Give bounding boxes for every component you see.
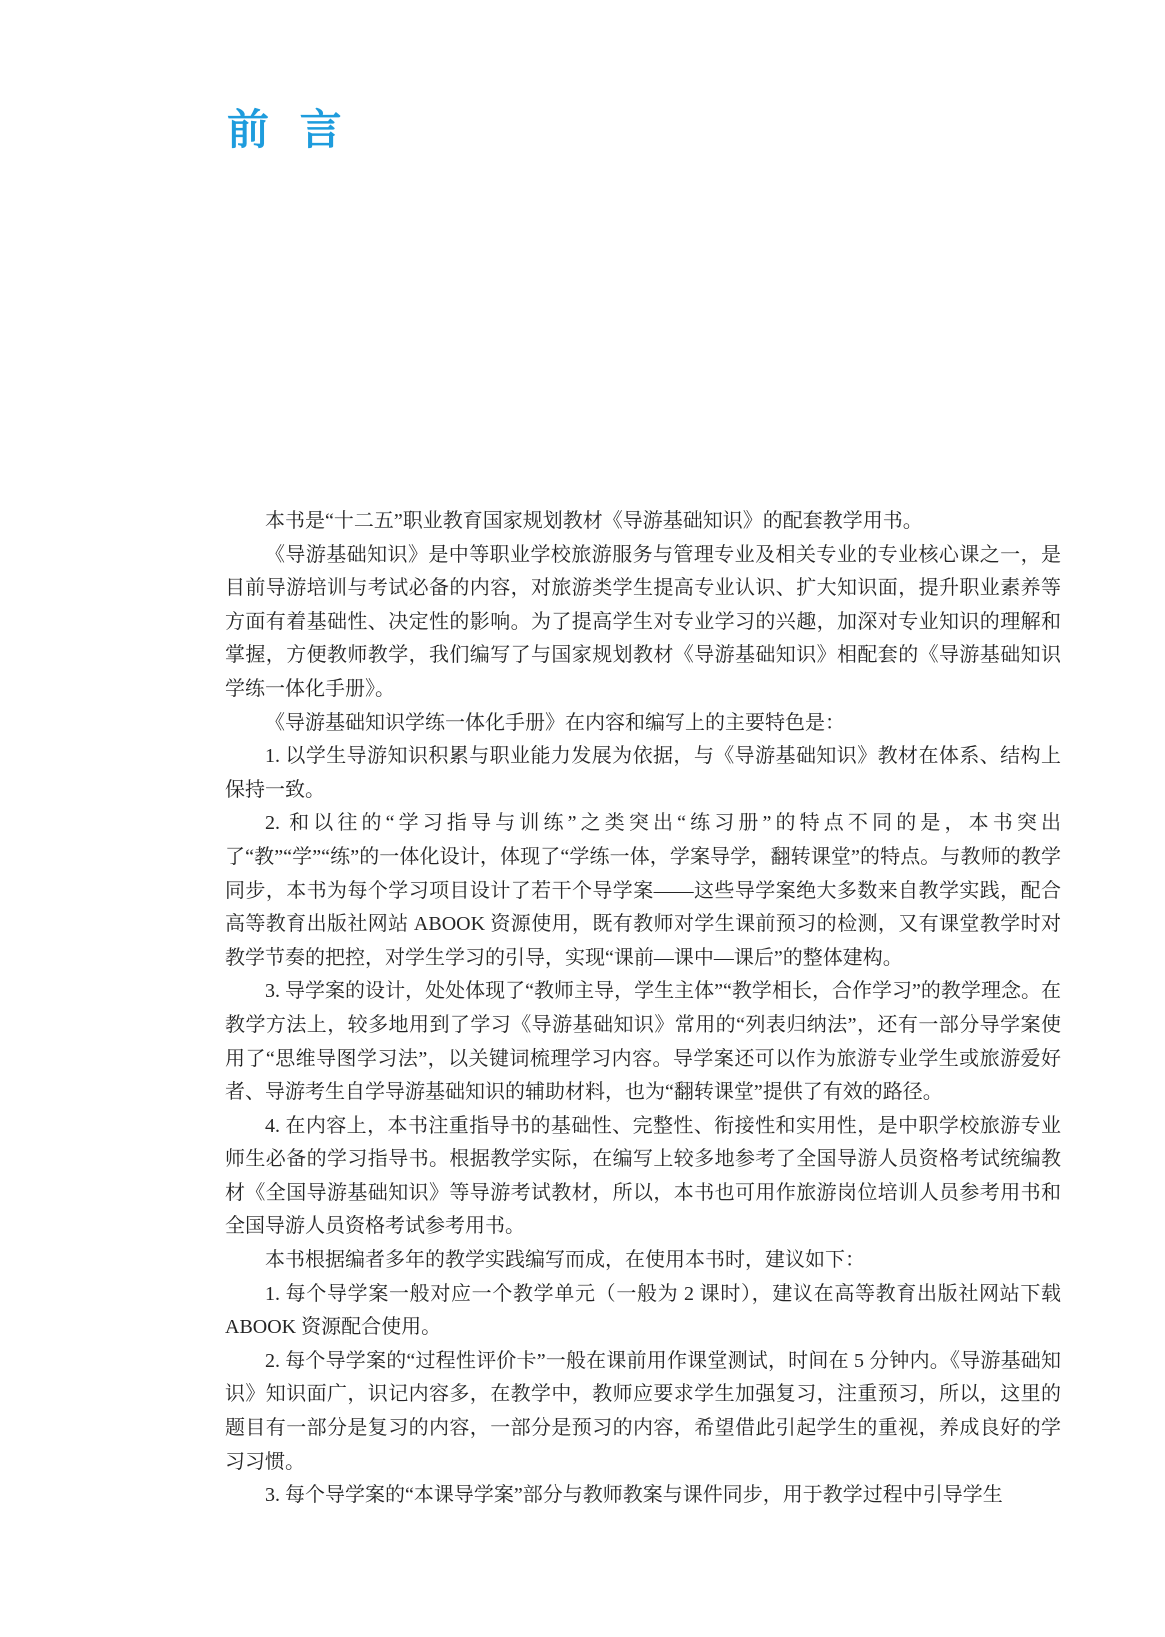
paragraph: 《导游基础知识学练一体化手册》在内容和编写上的主要特色是： bbox=[265, 711, 845, 734]
page-title: 前 言 bbox=[227, 105, 344, 154]
paragraph: 2. 和以往的“学习指导与训练”之类突出“练习册”的特点不同的是，本书突出了“教”“学”“练”的一体化设计，体现了“学练一体，学案导学，翻转课堂”的特点。与教师的教学同步，本书为每个学习项目设计了若干个导学案——这些导学案绝大多数来自教学实践，配合高等教育出版社网站 ABOOK 资源使用，既有教师对学生课前预习的检测，又有课堂教学时对教学节奏的把控，对学生学习的引导，实现“课前—课中—课后”的整体建构。 bbox=[225, 812, 1061, 969]
paragraph: 1. 每个导学案一般对应一个教学单元（一般为 2 课时），建议在高等教育出版社网站下载 ABOOK 资源配合使用。 bbox=[225, 1282, 1061, 1339]
paragraph: 《导游基础知识》是中等职业学校旅游服务与管理专业及相关专业的专业核心课之一，是目前导游培训与考试必备的内容，对旅游类学生提高专业认识、扩大知识面，提升职业素养等方面有着基础性、决定性的影响。为了提高学生对专业学习的兴趣，加深对专业知识的理解和掌握，方便教师教学，我们编写了与国家规划教材《导游基础知识》相配套的《导游基础知识学练一体化手册》。 bbox=[225, 543, 1061, 700]
paragraph: 本书根据编者多年的教学实践编写而成，在使用本书时，建议如下： bbox=[265, 1249, 865, 1272]
paragraph: 本书是“十二五”职业教育国家规划教材《导游基础知识》的配套教学用书。 bbox=[265, 510, 923, 532]
paragraph: 3. 每个导学案的“本课导学案”部分与教师教案与课件同步，用于教学过程中引导学生 bbox=[265, 1484, 1003, 1507]
paragraph: 3. 导学案的设计，处处体现了“教师主导，学生主体”“教学相长，合作学习”的教学理念。在教学方法上，较多地用到了学习《导游基础知识》常用的“列表归纳法”，还有一部分导学案使用了“思维导图学习法”，以关键词梳理学习内容。导学案还可以作为旅游专业学生或旅游爱好者、导游考生自学导游基础知识的辅助材料，也为“翻转课堂”提供了有效的路径。 bbox=[225, 980, 1061, 1104]
paragraph: 4. 在内容上，本书注重指导书的基础性、完整性、衔接性和实用性，是中职学校旅游专业师生必备的学习指导书。根据教学实际，在编写上较多地参考了全国导游人员资格考试统编教材《全国导游基础知识》等导游考试教材，所以，本书也可用作旅游岗位培训人员参考用书和全国导游人员资格考试参考用书。 bbox=[225, 1114, 1061, 1238]
preface-body bbox=[225, 505, 1061, 1513]
paragraph: 1. 以学生导游知识积累与职业能力发展为依据，与《导游基础知识》教材在体系、结构上保持一致。 bbox=[225, 745, 1061, 801]
paragraph: 2. 每个导学案的“过程性评价卡”一般在课前用作课堂测试，时间在 5 分钟内。《导游基础知识》知识面广，识记内容多，在教学中，教师应要求学生加强复习，注重预习，所以，这里的题目有一部分是复习的内容，一部分是预习的内容，希望借此引起学生的重视，养成良好的学习习惯。 bbox=[225, 1349, 1061, 1473]
